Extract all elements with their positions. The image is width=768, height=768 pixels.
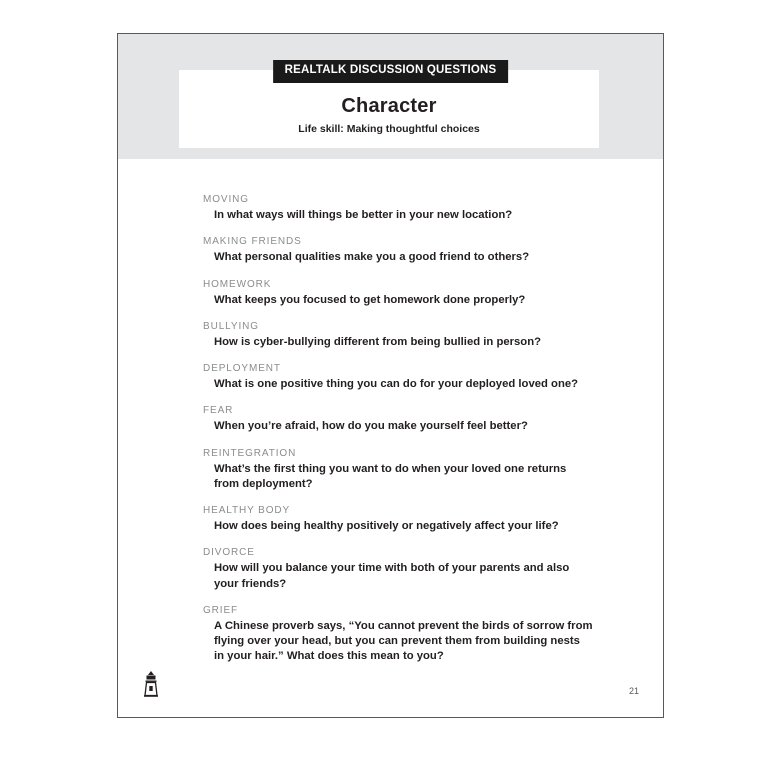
question-topic: HEALTHY BODY bbox=[203, 505, 291, 516]
list-item bbox=[203, 279, 593, 308]
question-text: What is one positive thing you can do for your deployed loved one? bbox=[214, 378, 579, 390]
question-text: How does being healthy positively or negatively affect your life? bbox=[214, 520, 559, 532]
list-item bbox=[203, 405, 593, 434]
lighthouse-icon bbox=[140, 671, 162, 697]
list-item bbox=[203, 194, 593, 223]
list-item bbox=[203, 321, 593, 350]
discussion-question-list bbox=[203, 194, 593, 678]
section-eyebrow-label: REALTALK DISCUSSION QUESTIONS bbox=[273, 60, 509, 83]
question-text: A Chinese proverb says, “You cannot prevent the birds of sorrow from flying over your head, but you can prevent them from building nests in your hair.” What does this mean to you? bbox=[214, 619, 593, 663]
page-title: Character bbox=[341, 95, 437, 117]
question-text: What personal qualities make you a good friend to others? bbox=[214, 251, 530, 264]
list-item bbox=[203, 236, 593, 265]
list-item bbox=[203, 363, 593, 392]
question-topic: MOVING bbox=[203, 194, 249, 205]
question-topic: HOMEWORK bbox=[203, 278, 272, 290]
question-text: In what ways will things be better in your new location? bbox=[214, 209, 513, 221]
question-topic: FEAR bbox=[203, 405, 234, 417]
question-topic: DEPLOYMENT bbox=[203, 363, 281, 374]
question-text: What’s the first thing you want to do when your loved one returns from deployment? bbox=[214, 462, 567, 490]
list-item bbox=[203, 547, 593, 592]
question-topic: GRIEF bbox=[203, 604, 239, 616]
question-text: How will you balance your time with both of your parents and also your friends? bbox=[214, 562, 570, 590]
question-text: How is cyber-bullying different from being bullied in person? bbox=[214, 335, 542, 348]
question-topic: MAKING FRIENDS bbox=[203, 236, 302, 248]
page-subtitle: Life skill: Making thoughtful choices bbox=[298, 123, 480, 135]
page-number: 21 bbox=[628, 686, 639, 696]
question-text: What keeps you focused to get homework done properly? bbox=[214, 293, 526, 306]
worksheet-page bbox=[117, 33, 664, 718]
question-text: When you’re afraid, how do you make yourself feel better? bbox=[214, 420, 528, 433]
list-item bbox=[203, 448, 593, 493]
list-item bbox=[203, 605, 593, 665]
question-topic: BULLYING bbox=[203, 320, 259, 332]
list-item bbox=[203, 505, 593, 534]
question-topic: REINTEGRATION bbox=[203, 447, 297, 459]
question-topic: DIVORCE bbox=[203, 547, 255, 559]
